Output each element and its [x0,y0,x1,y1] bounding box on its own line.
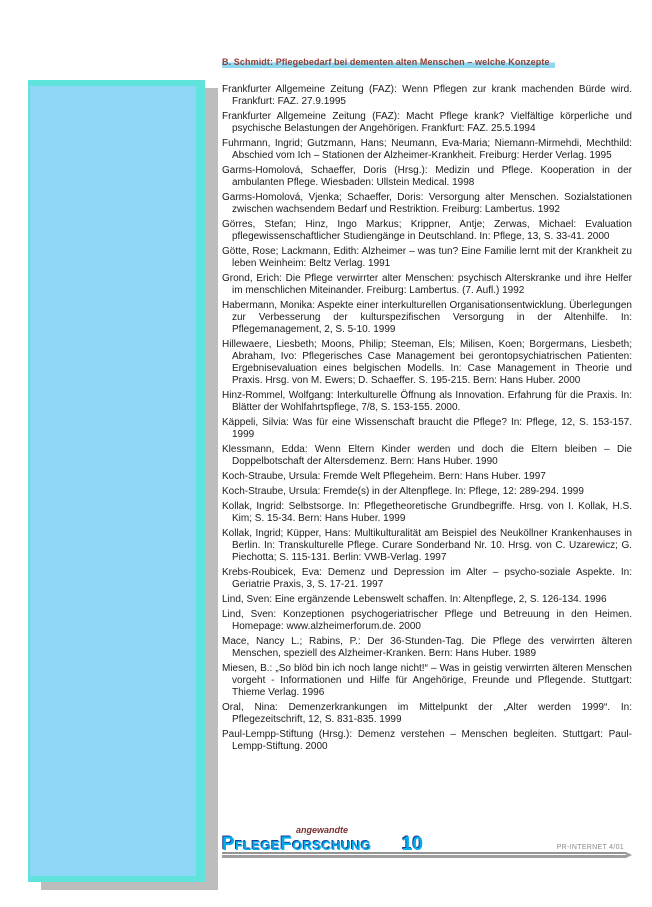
reference-entry: Garms-Homolová, Schaeffer, Doris (Hrsg.): Medizin und Pflege. Kooperation in der ambulanten Pflege. Wiesbaden: Ullstein Medical. 1998 [222,165,632,188]
reference-entry: Klessmann, Edda: Wenn Eltern Kinder werden und doch die Eltern bleiben – Die Doppelbotschaft der Altersdemenz. Bern: Hans Huber. 1990 [222,444,632,467]
reference-entry: Frankfurter Allgemeine Zeitung (FAZ): Macht Pflege krank? Vielfältige körperliche und psychische Belastungen der Angehörigen. Frankfurt: FAZ. 25.5.1994 [222,111,632,134]
reference-entry: Görres, Stefan; Hinz, Ingo Markus; Krippner, Antje; Zerwas, Michael: Evaluation pflegewissenschaftlicher Studiengänge in Deutschland. In: Pflege, 13, S. 33-41. 2000 [222,219,632,242]
reference-entry: Koch-Straube, Ursula: Fremde Welt Pflegeheim. Bern: Hans Huber. 1997 [222,471,546,482]
running-head [222,57,634,68]
reference-entry: Götte, Rose; Lackmann, Edith: Alzheimer – was tun? Eine Familie lernt mit der Krankheit zu leben Weinheim: Beltz Verlag. 1991 [222,246,632,269]
reference-entry: Käppeli, Silvia: Was für eine Wissenschaft braucht die Pflege? In: Pflege, 12, S. 153-157. 1999 [222,417,632,440]
reference-entry: Lind, Sven: Konzeptionen psychogeriatrischer Pflege und Betreuung in den Heimen. Homepage: www.alzheimerforum.de. 2000 [222,609,632,632]
reference-entry: Kollak, Ingrid; Küpper, Hans: Multikulturalität am Beispiel des Neuköllner Krankenhauses in Berlin. In: Transkulturelle Pflege. Curare Sonderband Nr. 10. Hrsg. von C. Uzarewicz; G. Piechotta; S. 115-131. Berlin: VWB-Verlag. 1997 [222,528,632,563]
reference-entry: Frankfurter Allgemeine Zeitung (FAZ): Wenn Pflegen zur krank machenden Bürde wird. Frankfurt: FAZ. 27.9.1995 [222,84,632,107]
reference-entry: Garms-Homolová, Vjenka; Schaeffer, Doris: Versorgung alter Menschen. Sozialstationen zwischen wachsendem Bedarf und Restriktion. Freiburg: Lambertus. 1992 [222,192,632,215]
reference-entry: Lind, Sven: Eine ergänzende Lebenswelt schaffen. In: Altenpflege, 2, S. 126-134. 1996 [222,594,607,605]
reference-entry: Mace, Nancy L.; Rabins, P.: Der 36-Stunden-Tag. Die Pflege des verwirrten älteren Menschen, speziell des Alzheimer-Kranken. Bern: Hans Huber. 1989 [222,636,632,659]
journal-logo-name: PflegeForschung [222,834,372,855]
reference-entry: Fuhrmann, Ingrid; Gutzmann, Hans; Neumann, Eva-Maria; Niemann-Mirmehdi, Mechthild: Abschied vom Ich – Stationen der Alzheimer-Krankheit. Freiburg: Herder Verlag. 1995 [222,138,632,161]
reference-list [222,84,632,756]
reference-entry: Krebs-Roubicek, Eva: Demenz und Depression im Alter – psycho-soziale Aspekte. In: Geriatrie Praxis, 3, S. 17-21. 1997 [222,567,632,590]
reference-entry: Hinz-Rommel, Wolfgang: Interkulturelle Öffnung als Innovation. Erfahrung für die Praxis. In: Blätter der Wohlfahrtspflege, 7/8, S. 153-155. 2000. [222,390,632,413]
issue-label: PR-INTERNET 4/01 [556,844,624,851]
footer-rule-arrow-icon [626,852,632,858]
left-decorative-panel [28,80,205,882]
journal-issue-number: 10 [401,834,424,855]
reference-entry: Miesen, B.: „So blöd bin ich noch lange nicht!“ – Was in geistig verwirrten älteren Menschen vorgeht - Informationen und Hilfe für Angehörige, Freunde und Pflegende. Stuttgart: Thieme Verlag. 1996 [222,663,632,698]
reference-entry: Paul-Lempp-Stiftung (Hrsg.): Demenz verstehen – Menschen begleiten. Stuttgart: Paul-Lempp-Stiftung. 2000 [222,729,632,752]
reference-entry: Habermann, Monika: Aspekte einer interkulturellen Organisationsentwicklung. Überlegungen zur Verbesserung der kulturspezifischen Versorgung in der Altenhilfe. In: Pflegemanagement, 2, S. 5-10. 1999 [222,300,632,335]
journal-logo-prefix: angewandte [296,825,349,835]
reference-entry: Oral, Nina: Demenzerkrankungen im Mittelpunkt der „Alter werden 1999“. In: Pflegezeitschrift, 12, S. 831-835. 1999 [222,702,632,725]
journal-logo [222,826,423,856]
reference-entry: Koch-Straube, Ursula: Fremde(s) in der Altenpflege. In: Pflege, 12: 289-294. 1999 [222,486,584,497]
running-head-text: B. Schmidt: Pflegebedarf bei dementen alten Menschen – welche Konzepte [222,57,555,68]
reference-entry: Hillewaere, Liesbeth; Moons, Philip; Steeman, Els; Milisen, Koen; Borgermans, Liesbeth; Abraham, Ivo: Pflegerisches Case Management bei gerontopsychiatrischen Patienten: Ergebnisevaluation eines belgischen Modells. In: Case Management in Theorie und Praxis. Hrsg. von M. Ewers; D. Schaeffer. S. 195-215. Bern: Hans Huber. 2000 [222,339,632,386]
reference-entry: Grond, Erich: Die Pflege verwirrter alter Menschen: psychisch Alterskranke und ihre Helfer im menschlichen Miteinander. Freiburg: Lambertus. (7. Aufl.) 1992 [222,273,632,296]
reference-entry: Kollak, Ingrid: Selbstsorge. In: Pflegetheoretische Grundbegriffe. Hrsg. von I. Kollak, H.S. Kim; S. 15-34. Bern: Hans Huber. 1999 [222,501,632,524]
